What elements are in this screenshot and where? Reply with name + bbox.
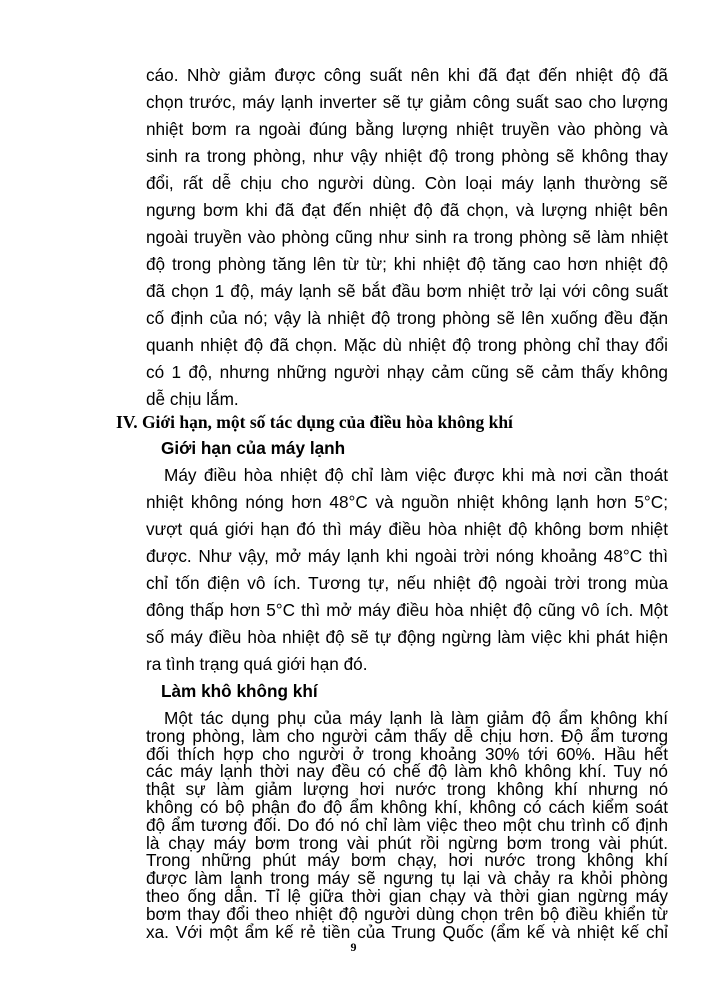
paragraph-line: độ trong phòng tăng lên từ từ; khi nhiệt độ tăng cao hơn nhiệt độ (146, 254, 668, 274)
paragraph-line: xa. Với một ẩm kế rẻ tiền của Trung Quốc (ẩm kế và nhiệt kế chỉ (146, 921, 668, 942)
paragraph-line: Trong những phút máy bơm chạy, hơi nước trong không khí (146, 850, 668, 871)
paragraph-line: theo ống dẫn. Tỉ lệ giữa thời gian chạy và thời gian ngừng máy (146, 886, 668, 906)
paragraph-line: ngưng bơm khi đã đạt đến nhiệt độ đã chọn, và lượng nhiệt bên (146, 200, 668, 220)
paragraph-line: bơm thay đổi theo nhiệt độ người dùng chọn trên bộ điều khiển từ (146, 903, 668, 924)
paragraph-line: chọn trước, máy lạnh inverter sẽ tự giảm công suất sao cho lượng (146, 92, 668, 112)
paragraph-line: cáo. Nhờ giảm được công suất nên khi đã đạt đến nhiệt độ đã (146, 65, 668, 85)
paragraph-line: không có bộ phận đo độ ẩm không khí, không có cách kiểm soát (146, 797, 668, 817)
paragraph-line: đổi, rất dễ chịu cho người dùng. Còn loại máy lạnh thường sẽ (146, 173, 668, 193)
subheading-dehumidify: Làm khô không khí (161, 681, 318, 701)
paragraph-line: được. Như vậy, mở máy lạnh khi ngoài trời nóng khoảng 48°C thì (146, 546, 668, 566)
paragraph-line: là chạy máy bơm trong vài phút rồi ngừng bơm trong vài phút. (146, 832, 668, 853)
paragraph-line: nhiệt bơm ra ngoài đúng bằng lượng nhiệt truyền vào phòng và (146, 119, 668, 139)
paragraph-line: quanh nhiệt độ đã chọn. Mặc dù nhiệt độ trong phòng chỉ thay đổi (146, 335, 668, 355)
paragraph-line: đông thấp hơn 5°C thì mở máy điều hòa nhiệt độ cũng vô ích. Một (146, 600, 668, 620)
paragraph-line: Máy điều hòa nhiệt độ chỉ làm việc được khi mà nơi cần thoát (164, 465, 668, 485)
paragraph-line: chỉ tốn điện vô ích. Tương tự, nếu nhiệt độ ngoài trời trong mùa (146, 573, 668, 593)
paragraph-line: ngoài truyền vào phòng cũng như sinh ra trong phòng sẽ làm nhiệt (146, 227, 668, 247)
paragraph-line: trong phòng, làm cho người cảm thấy dễ chịu hơn. Độ ẩm tương (146, 725, 668, 746)
paragraph-line: dễ chịu lắm. (146, 389, 239, 409)
paragraph-line: độ ẩm tương đối. Do đó nó chỉ làm việc theo một chu trình cố định (146, 814, 668, 835)
paragraph-line: nhiệt không nóng hơn 48°C và nguồn nhiệt không lạnh hơn 5°C; (146, 492, 668, 512)
paragraph-line: số máy điều hòa nhiệt độ sẽ tự động ngừng làm việc khi phát hiện (146, 627, 668, 647)
page-number: 9 (350, 940, 357, 954)
paragraph-line: được làm lạnh trong máy sẽ ngưng tụ lại và chảy ra khỏi phòng (146, 868, 668, 889)
paragraph-line: các máy lạnh thời nay đều có chế độ làm khô không khí. Tuy nó (146, 761, 668, 782)
paragraph-line: thật sự làm giảm lượng hơi nước trong không khí nhưng nó (146, 779, 668, 800)
paragraph-line: vượt quá giới hạn đó thì máy điều hòa nhiệt độ không bơm nhiệt (146, 519, 668, 539)
paragraph-line: cố định của nó; vậy là nhiệt độ trong phòng sẽ lên xuống đều đặn (146, 308, 668, 328)
paragraph-line: ra tình trạng quá giới hạn đó. (146, 654, 368, 674)
paragraph-line: có 1 độ, nhưng những người nhạy cảm cũng sẽ cảm thấy không (146, 362, 668, 382)
paragraph-line: đối thích hợp cho người ở trong khoảng 30% tới 60%. Hầu hết (146, 743, 668, 764)
paragraph-line: Một tác dụng phụ của máy lạnh là làm giảm độ ẩm không khí (164, 708, 668, 728)
paragraph-line: sinh ra trong phòng, như vậy nhiệt độ trong phòng sẽ không thay (146, 146, 668, 166)
section-heading: IV. Giới hạn, một số tác dụng của điều hòa không khí (116, 412, 513, 432)
paragraph-line: đã chọn 1 độ, máy lạnh sẽ bắt đầu bơm nhiệt trở lại với công suất (146, 281, 668, 301)
subheading-limits: Giới hạn của máy lạnh (161, 438, 346, 458)
